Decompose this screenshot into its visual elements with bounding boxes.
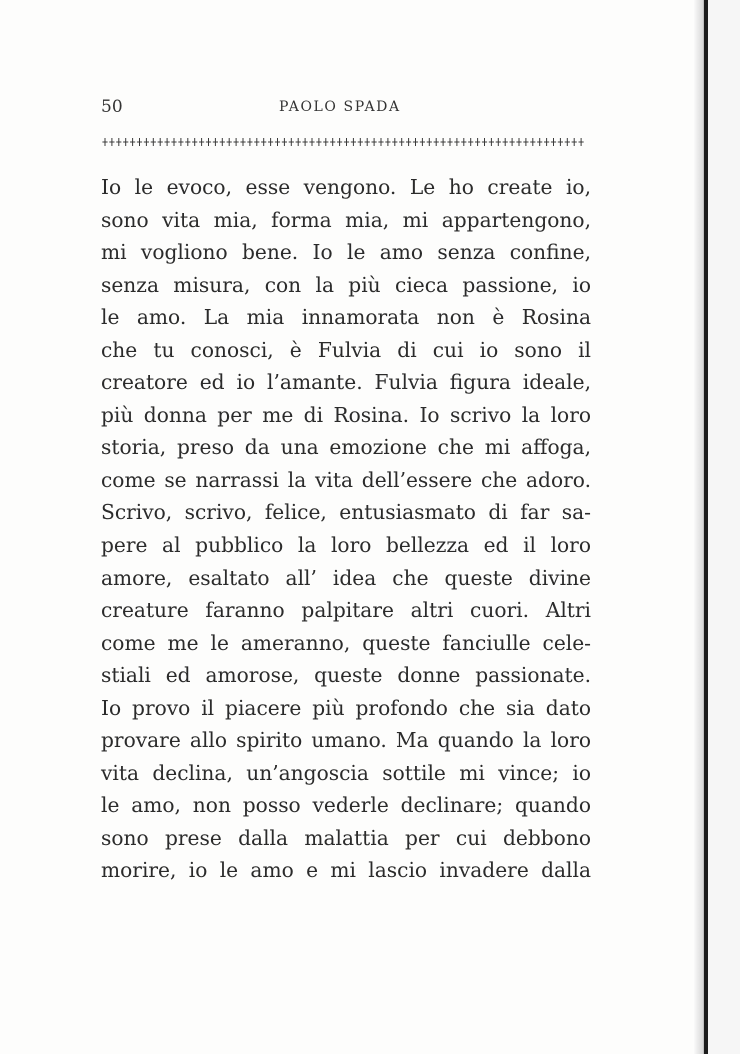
ornament-cross [137,138,142,146]
ornament-cross [289,138,294,146]
ornament-cross [461,138,466,146]
text-line: stiali ed amorose, queste donne passionate. [101,663,591,688]
ornament-cross [282,138,287,146]
ornament-cross [254,138,259,146]
ornament-cross [234,138,239,146]
ornament-cross [247,138,252,146]
ornament-cross [427,138,432,146]
ornament-cross [413,138,418,146]
ornament-cross [572,138,577,146]
text-line: storia, preso da una emozione che mi affoga, [101,435,591,460]
text-line: come se narrassi la vita dell’essere che adoro. [101,467,591,492]
ornament-cross [468,138,473,146]
ornament-cross [489,138,494,146]
text-line: Scrivo, scrivo, felice, entusiasmato di far sa- [101,500,591,525]
running-title: PAOLO SPADA [279,99,401,115]
ornament-cross [165,138,170,146]
ornament-cross [399,138,404,146]
ornament-cross [220,138,225,146]
ornament-cross [323,138,328,146]
text-line: amore, esaltato all’ idea che queste divine [101,565,591,590]
ornament-cross [123,138,128,146]
ornament-cross [130,138,135,146]
ornament-cross [516,138,521,146]
running-head [101,97,588,123]
ornament-cross [206,138,211,146]
ornament-cross [144,138,149,146]
text-line: le amo. La mia innamorata non è Rosina [101,305,591,330]
ornament-cross [116,138,121,146]
ornament-cross [372,138,377,146]
ornament-cross [378,138,383,146]
ornament-cross [420,138,425,146]
ornament-cross [406,138,411,146]
ornament-cross [565,138,570,146]
ornament-cross [523,138,528,146]
text-line: Io provo il piacere più profondo che sia dato [101,695,591,720]
page-number: 50 [101,97,123,117]
ornament-cross [316,138,321,146]
ornament-cross [351,138,356,146]
ornament-cross [503,138,508,146]
ornament-cross [579,138,584,146]
ornament-cross [475,138,480,146]
page-edge-margin [708,0,740,1054]
ornament-cross [240,138,245,146]
ornamental-rule [102,136,586,148]
ornament-cross [385,138,390,146]
ornament-cross [530,138,535,146]
ornament-cross [482,138,487,146]
ornament-cross [392,138,397,146]
ornament-cross [268,138,273,146]
ornament-cross [510,138,515,146]
text-line: sono prese dalla malattia per cui debbono [101,825,591,850]
text-line: vita declina, un’angoscia sottile mi vince; io [101,760,591,785]
text-line: Io le evoco, esse vengono. Le ho create io, [101,175,591,199]
ornament-cross [213,138,218,146]
ornamental-rule-graphic [102,136,586,148]
text-line: che tu conosci, è Fulvia di cui io sono il [101,337,591,362]
body-text [101,171,591,887]
ornament-cross [227,138,232,146]
ornament-cross [551,138,556,146]
ornament-cross [496,138,501,146]
ornament-cross [275,138,280,146]
text-line: pere al pubblico la loro bellezza ed il loro [101,533,591,558]
ornament-cross [261,138,266,146]
ornament-cross [303,138,308,146]
ornament-cross [158,138,163,146]
ornament-cross [296,138,301,146]
ornament-cross [441,138,446,146]
text-line: sono vita mia, forma mia, mi appartengono, [101,207,591,232]
ornament-cross [102,138,107,146]
ornament-cross [199,138,204,146]
text-line: morire, io le amo e mi lascio invadere dalla [101,858,591,883]
text-line: più donna per me di Rosina. Io scrivo la loro [101,402,591,427]
text-line: come me le ameranno, queste fanciulle cele- [101,630,591,655]
ornament-cross [185,138,190,146]
ornament-cross [358,138,363,146]
ornament-cross [109,138,114,146]
text-line: senza misura, con la più cieca passione, io [101,272,591,297]
ornament-cross [447,138,452,146]
ornament-cross [309,138,314,146]
text-line: creature faranno palpitare altri cuori. Altri [101,598,591,623]
ornament-cross [434,138,439,146]
ornament-cross [365,138,370,146]
ornament-cross [344,138,349,146]
ornament-cross [171,138,176,146]
text-line: creatore ed io l’amante. Fulvia figura ideale, [101,370,591,395]
ornament-cross [330,138,335,146]
text-line: le amo, non posso vederle declinare; quando [101,793,591,818]
ornament-cross [337,138,342,146]
ornament-cross [558,138,563,146]
ornament-cross [178,138,183,146]
text-line: mi vogliono bene. Io le amo senza confine, [101,240,591,265]
ornament-cross [544,138,549,146]
ornament-cross [454,138,459,146]
ornament-cross [151,138,156,146]
ornament-cross [192,138,197,146]
text-line: provare allo spirito umano. Ma quando la loro [101,728,591,753]
ornament-cross [537,138,542,146]
